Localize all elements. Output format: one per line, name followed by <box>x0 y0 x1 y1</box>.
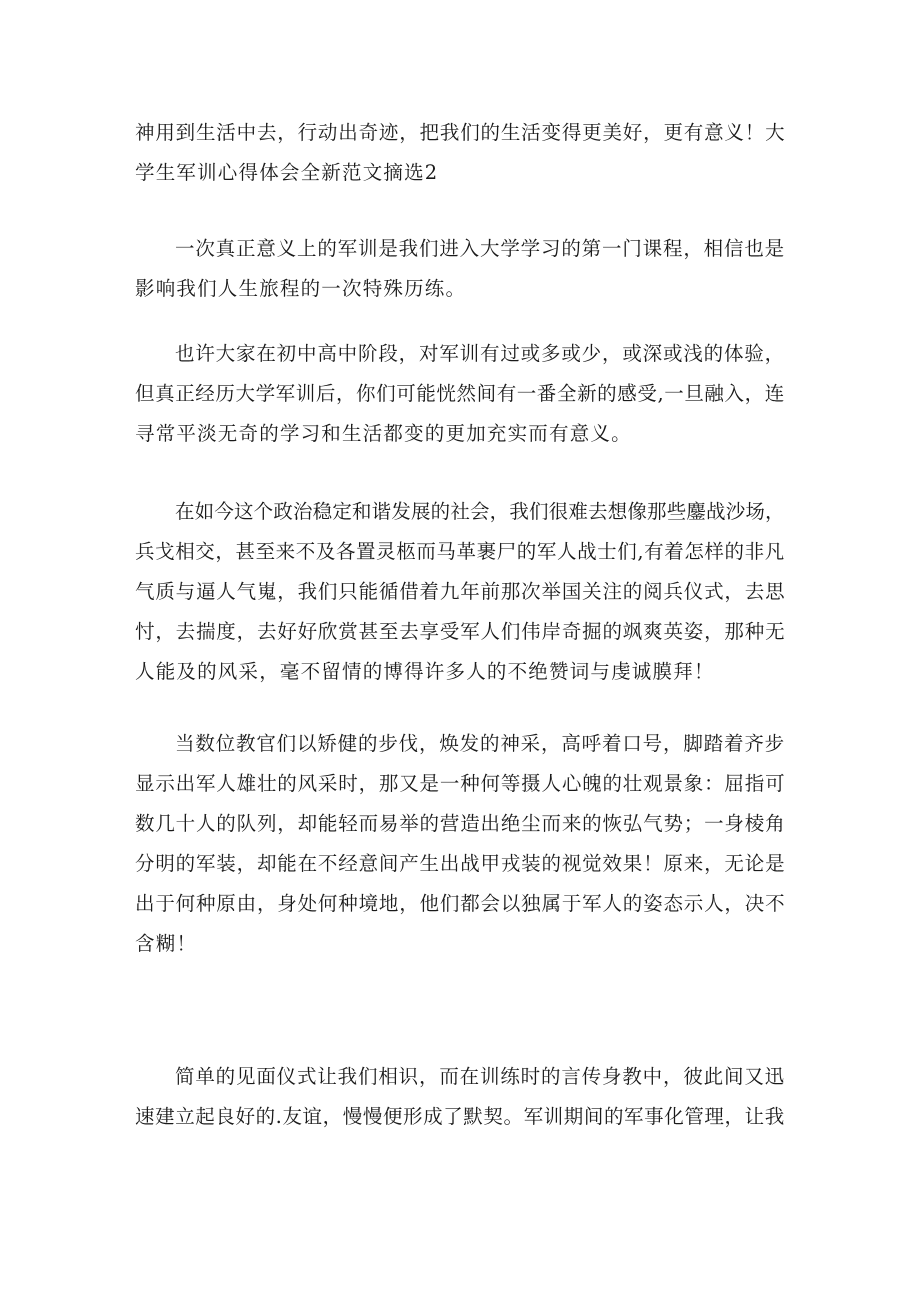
paragraph-line: 气质与逼人气嵬，我们只能循借着九年前那次举国关注的阅兵仪式，去思 <box>135 580 786 603</box>
paragraph-line: 数几十人的队列，却能轻而易举的营造出绝尘而来的恢弘气势；一身棱角 <box>135 812 786 835</box>
paragraph-3 <box>135 492 785 692</box>
paragraph-line: 也许大家在初中高中阶段，对军训有过或多或少，或深或浅的体验， <box>175 342 786 365</box>
paragraph-2 <box>135 334 785 454</box>
paragraph-line: 一次真正意义上的军训是我们进入大学学习的第一门课程，相信也是 <box>175 237 786 260</box>
paragraph-line: 出于何种原由，身处何种境地，他们都会以独属于军人的姿态示人，决不 <box>135 892 786 915</box>
paragraph-line: 兵戈相交，甚至来不及各置灵柩而马革裹尸的军人战士们,有着怎样的非凡 <box>135 540 785 563</box>
paragraph-line: 影响我们人生旅程的一次特殊历练。 <box>135 277 467 300</box>
paragraph-line: 当数位教官们以矫健的步伐，焕发的神采，高呼着口号，脚踏着齐步 <box>175 732 786 755</box>
paragraph-5 <box>135 1057 785 1137</box>
paragraph-line: 分明的军装，却能在不经意间产生出战甲戎装的视觉效果！原来，无论是 <box>135 852 786 875</box>
paragraph-line: 含糊！ <box>135 932 198 955</box>
paragraph-line: 显示出军人雄壮的风采时，那又是一种何等摄人心魄的壮观景象：屈指可 <box>135 772 786 795</box>
paragraph-line: 寻常平淡无奇的学习和生活都变的更加充实而有意义。 <box>135 422 632 445</box>
paragraph-1 <box>135 229 785 309</box>
paragraph-line: 但真正经历大学军训后，你们可能恍然间有一番全新的感受,一旦融入，连 <box>135 382 785 405</box>
paragraph-line: 学生军训心得体会全新范文摘选2 <box>135 161 439 184</box>
paragraph-line: 忖，去揣度，去好好欣赏甚至去享受军人们伟岸奇掘的飒爽英姿，那种无 <box>135 620 786 643</box>
paragraph-line: 神用到生活中去，行动出奇迹，把我们的生活变得更美好，更有意义！大 <box>135 121 786 144</box>
paragraph-0 <box>135 113 785 193</box>
paragraph-line: 人能及的风采，毫不留情的博得许多人的不绝赞词与虔诚膜拜！ <box>135 660 715 683</box>
paragraph-line: 简单的见面仪式让我们相识，而在训练时的言传身教中，彼此间又迅 <box>175 1065 786 1088</box>
paragraph-line: 在如今这个政治稳定和谐发展的社会，我们很难去想像那些鏖战沙场， <box>175 500 785 523</box>
paragraph-4 <box>135 724 785 964</box>
paragraph-line: 速建立起良好的.友谊，慢慢便形成了默契。军训期间的军事化管理，让我 <box>135 1105 785 1128</box>
